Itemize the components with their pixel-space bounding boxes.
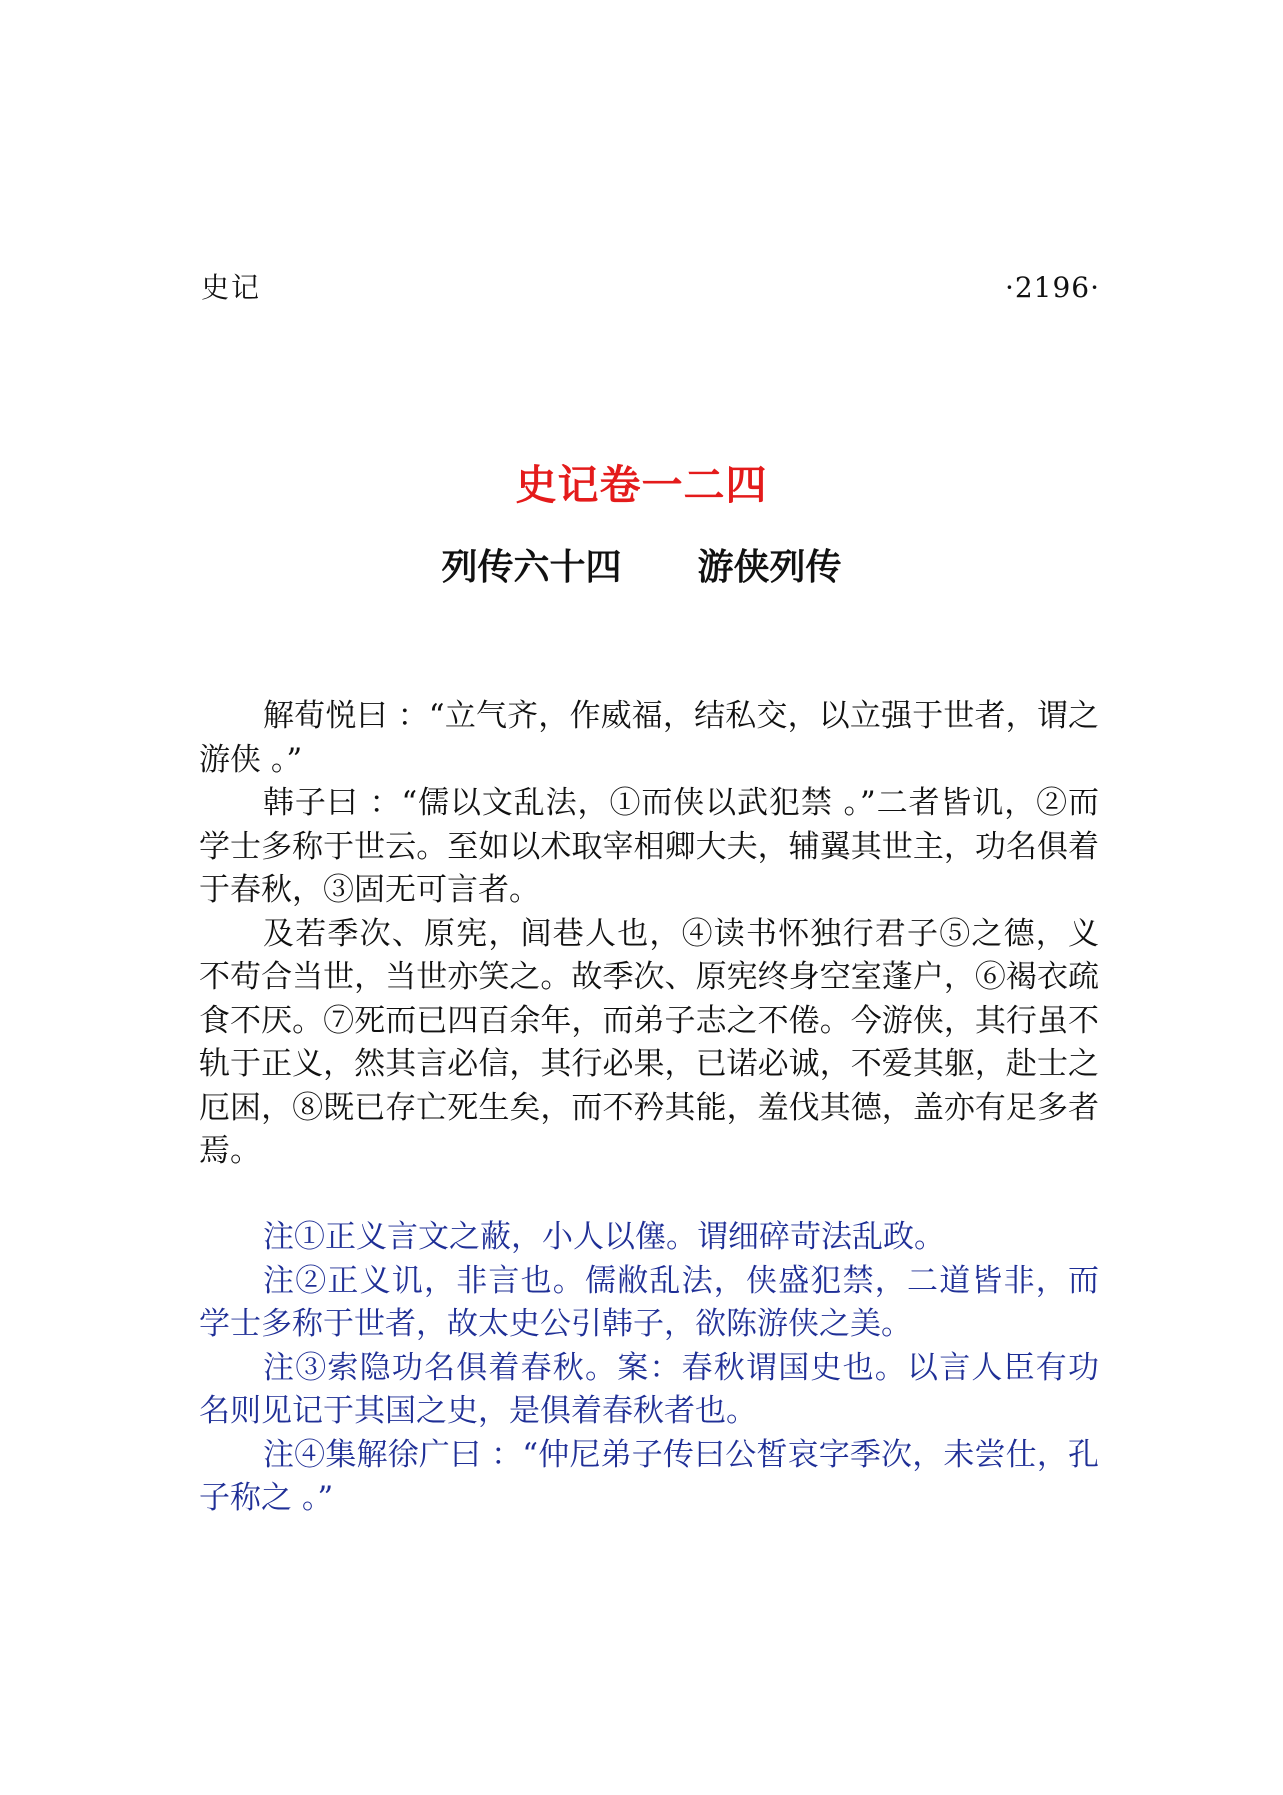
body-paragraph-3: 及若季次、原宪，闾巷人也，④读书怀独行君子⑤之德，义不苟合当世，当世亦笑之。故季次、原宪终身空室蓬户，⑥褐衣疏食不厌。⑦死而已四百余年，而弟子志之不倦。今游侠，其行虽不轨于正义，然其言必信，其行必果，已诺必诚，不爱其躯，赴士之厄困，⑧既已存亡死生矣，而不矜其能，羞伐其德，盖亦有足多者焉。 — [199, 915, 1099, 1169]
body-paragraph-1: 解荀悦曰 ：“立气齐，作威福，结私交，以立强于世者，谓之游侠 。” — [199, 698, 1099, 778]
note-1: 注①正义言文之蔽，小人以僿。谓细碎苛法乱政。 — [263, 1219, 945, 1255]
note-4: 注④集解徐广曰 ：“仲尼弟子传曰公皙哀字季次，未尝仕，孔子称之 。” — [199, 1436, 1099, 1516]
chapter-name: 游侠列传 — [697, 547, 842, 588]
note-3: 注③索隐功名俱着春秋。案：春秋谓国史也。以言人臣有功名则见记于其国之史，是俱着春秋者也。 — [199, 1349, 1099, 1429]
running-title: 史记 — [201, 271, 262, 304]
note-2: 注②正义讥，非言也。儒敝乱法，侠盛犯禁，二道皆非，而学士多称于世者，故太史公引韩子，欲陈游侠之美。 — [199, 1262, 1099, 1342]
chapter-title — [0, 540, 1283, 596]
main-text — [199, 695, 1099, 1174]
chapter-number: 列传六十四 — [441, 547, 622, 588]
notes-section — [199, 1216, 1099, 1521]
body-paragraph-2: 韩子曰 ：“儒以文乱法，①而侠以武犯禁 。”二者皆讥，②而学士多称于世云。至如以术取宰相卿大夫，辅翼其世主，功名俱着于春秋，③固无可言者。 — [199, 785, 1099, 908]
page-number: ·2196· — [1004, 271, 1100, 304]
volume-title: 史记卷一二四 — [515, 461, 768, 509]
